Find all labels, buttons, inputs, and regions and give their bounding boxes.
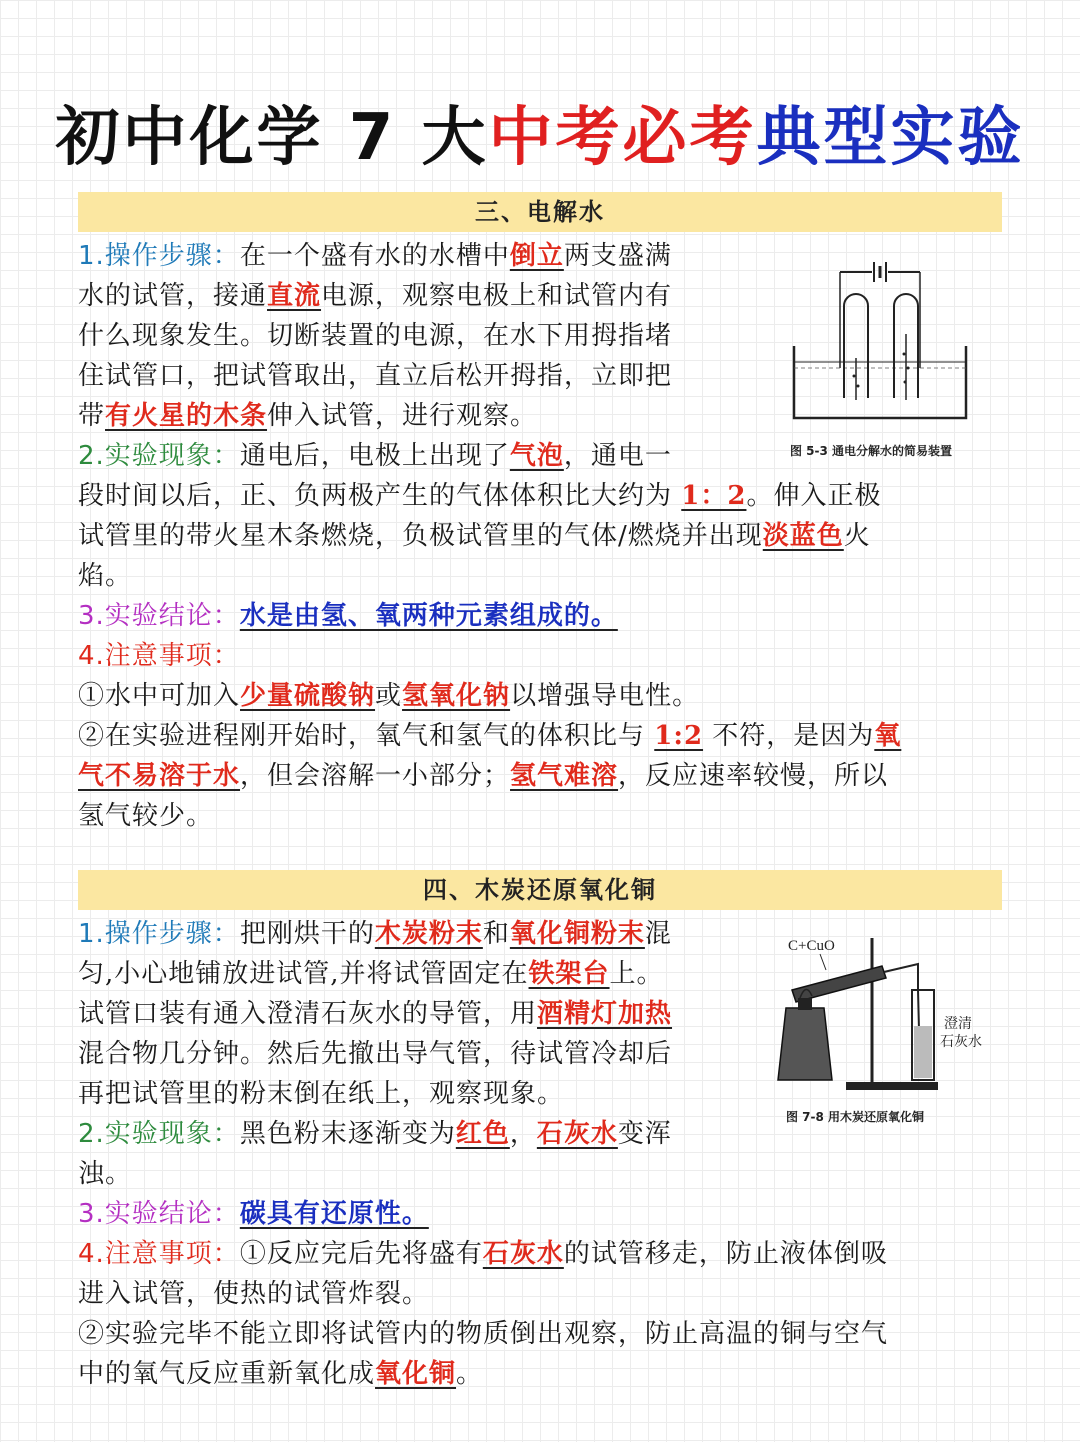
figure-caption: 图 7-8 用木炭还原氧化铜 [786,1110,925,1124]
text-line: 住试管口，把试管取出，直立后松开拇指，立即把 [78,361,673,391]
text-line [78,954,1002,994]
title-part-blue: 典型实验 [756,101,1025,175]
highlight: 氧化铜 [375,1359,457,1389]
step-label: 4.注意事项： [78,1239,240,1269]
text: 混 [644,919,672,949]
highlight: 有火星的木条 [105,401,268,431]
figure-label-limewater: 澄清 [944,1017,972,1032]
text: 中的氧气反应重新氧化成 [78,1359,376,1389]
section4-step4-line [78,1234,1002,1274]
step-label: 2.实验现象： [78,441,240,471]
text: 试管里的带火星木条燃烧，负极试管里的气体/燃烧并出现 [78,521,763,551]
text: 带 [78,401,106,431]
highlight: 石灰水 [482,1239,564,1269]
text: 通电后，电极上出现了 [239,441,510,471]
section3-step4-line [78,636,1002,676]
text: 和 [482,919,510,949]
note-line [78,676,1002,716]
section3-step1-line [78,236,1002,276]
section4-content [78,914,1002,1394]
text: 以增强导电性。 [510,681,700,711]
conclusion: 碳具有还原性。 [239,1199,429,1229]
title-part-black: 初中化学 7 大 [55,101,489,175]
highlight: 淡蓝色 [762,521,844,551]
highlight: 直流 [267,281,322,311]
step-label: 2.实验现象： [78,1119,240,1149]
section4-step2-line [78,1114,1002,1154]
text-line: 浊。 [78,1159,133,1189]
title-part-red: 中考必考 [488,101,757,175]
highlight: 氧 [874,721,902,751]
text-line [78,516,1002,556]
section3-heading: 三、电解水 [78,192,1002,232]
text: ①水中可加入 [78,681,241,711]
section3-content [78,236,1002,836]
text: 匀,小心地铺放进试管,并将试管固定在 [78,959,529,989]
text: 段时间以后，正、负两极产生的气体体积比大约为 [78,481,682,511]
text-line: 进入试管，使热的试管炸裂。 [78,1279,430,1309]
text: 或 [375,681,403,711]
text: ，但会溶解一小部分； [240,761,511,791]
note-line: 氢气较少。 [78,801,214,831]
page-title [0,96,1080,180]
highlight: 木炭粉末 [374,919,483,949]
note-line [78,1354,1002,1394]
text: ①反应完后先将盛有 [239,1239,483,1269]
highlight: 氢氧化钠 [402,681,511,711]
figure-label-limewater: 石灰水 [940,1035,982,1050]
text: 试管口装有通入澄清石灰水的导管，用 [78,999,538,1029]
text-line [78,396,1002,436]
text: 把刚烘干的 [239,919,375,949]
step-label: 1.操作步骤： [78,919,240,949]
highlight: 1:2 [654,721,704,751]
text: 上。 [609,959,664,989]
figure-label-cuo: C+CuO [788,938,835,954]
text-line: 焰。 [78,561,133,591]
highlight: 氢气难溶 [510,761,619,791]
highlight: 红色 [455,1119,510,1149]
highlight: 氧化铜粉末 [509,919,645,949]
section4-step1-line [78,914,1002,954]
section4-step3-line [78,1194,1002,1234]
text-line [78,276,1002,316]
text: 。 [456,1359,484,1389]
text-line [78,994,1002,1034]
text: 黑色粉末逐渐变为 [239,1119,456,1149]
step-label: 4.注意事项： [78,641,240,671]
conclusion: 水是由氢、氧两种元素组成的。 [239,601,618,631]
text: ， [509,1119,537,1149]
highlight: 倒立 [509,241,564,271]
text: 火 [843,521,871,551]
highlight: 铁架台 [528,959,610,989]
highlight: 1：2 [681,481,747,511]
text: 在一个盛有水的水槽中 [239,241,510,271]
text: 。伸入正极 [746,481,882,511]
text-line: 什么现象发生。切断装置的电源，在水下用拇指堵 [78,321,673,351]
text-line: 再把试管里的粉末倒在纸上，观察现象。 [78,1079,565,1109]
note-line [78,716,1002,756]
highlight: 石灰水 [536,1119,618,1149]
step-label: 1.操作步骤： [78,241,240,271]
note-line: ②实验完毕不能立即将试管内的物质倒出观察，防止高温的铜与空气 [78,1319,889,1349]
text: 两支盛满 [563,241,672,271]
highlight: 气不易溶于水 [78,761,241,791]
note-line [78,756,1002,796]
highlight: 气泡 [509,441,564,471]
text: 的试管移走，防止液体倒吸 [563,1239,888,1269]
text: ，通电一 [563,441,672,471]
text: ，反应速率较慢，所以 [618,761,889,791]
text: ②在实验进程刚开始时，氧气和氢气的体积比与 [78,721,655,751]
highlight: 少量硫酸钠 [240,681,376,711]
text: 不符，是因为 [703,721,875,751]
text: 水的试管，接通 [78,281,268,311]
step-label: 3.实验结论： [78,1199,240,1229]
text: 伸入试管，进行观察。 [267,401,538,431]
section3-step3-line [78,596,1002,636]
step-label: 3.实验结论： [78,601,240,631]
text-line [78,476,1002,516]
section4-heading: 四、木炭还原氧化铜 [78,870,1002,910]
text: 变浑 [617,1119,672,1149]
highlight: 酒精灯加热 [537,999,673,1029]
section3-step2-line [78,436,1002,476]
text-line: 混合物几分钟。然后先撤出导气管，待试管冷却后 [78,1039,673,1069]
text: 电源，观察电极上和试管内有 [321,281,673,311]
figure-caption: 图 5-3 通电分解水的简易装置 [790,444,953,458]
